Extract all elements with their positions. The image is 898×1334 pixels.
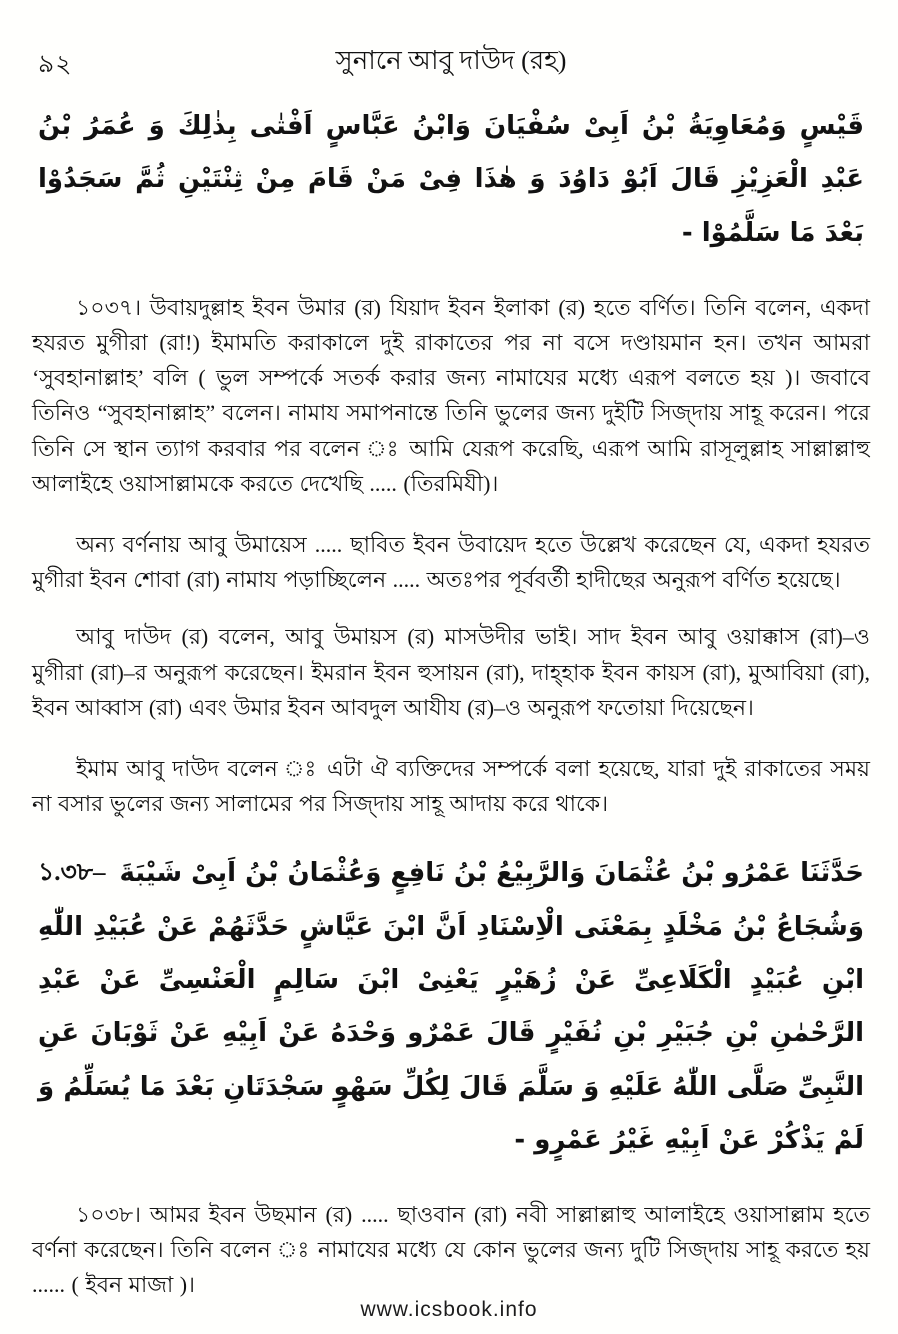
hadith-1037-variant-narration: অন্য বর্ণনায় আবু উমায়েস ..... ছাবিত ইবন উবায়েদ হতে উল্লেখ করেছেন যে, একদা হযরত মুগীরা ইবন শোবা (রা) নামায পড়াচ্ছিলেন ..... অতঃপর পূর্ববর্তী হাদীছের অনুরূপ বর্ণিত হয়েছে। [32,532,870,593]
watermark-url: www.icsbook.info [360,1298,538,1321]
hadith-1037-translation: ১০৩৭। উবায়দুল্লাহ ইবন উমার (র) যিয়াদ ইবন ইলাকা (র) হতে বর্ণিত। তিনি বলেন, একদা হযরত মুগীরা (রা!) ইমামতি করাকালে দুই রাকাতের পর না বসে দণ্ডায়মান হন। তখন আমরা ‘সুবহানাল্লাহ’ বলি ( ভুল সম্পর্কে সতর্ক করার জন্য নামাযের মধ্যে এরূপ বলতে হয় )। জবাবে তিনিও “সুবহানাল্লাহ” বলেন। নামায সমাপনান্তে তিনি ভুলের জন্য দুইটি সিজ্দায় সাহূ করেন। পরে তিনি সে স্থান ত্যাগ করবার পর বলেন ঃ আমি যেরূপ করেছি, এরূপ আমি রাসূলুল্লাহ সাল্লাল্লাহু আলাইহে ওয়াসাল্লামকে করতে দেখেছি ..... (তিরমিযী)। [32,294,870,496]
abu-dawud-comment: আবু দাউদ (র) বলেন, আবু উমায়স (র) মাসউদীর ভাই। সাদ ইবন আবু ওয়াক্কাস (রা)–ও মুগীরা (রা)–র অনুরূপ করেছেন। ইমরান ইবন হুসায়ন (রা), দাহ্‌হাক ইবন কায়স (রা), মুআবিয়া (রা), ইবন আব্বাস (রা) এবং উমার ইবন আবদুল আযীয (র)–ও অনুরূপ ফতোয়া দিয়েছেন। [32,624,870,720]
arabic-hadith-continuation: قَيْسٍ وَمُعَاوِيَةُ بْنُ اَبِىْ سُفْيَانَ وَابْنُ عَبَّاسٍ اَفْتٰى بِذٰلِكَ وَ عُمَرُ بْنُ عَبْدِ الْعَزِيْزِ قَالَ اَبُوْ دَاوُدَ وَ هٰذَا فِىْ مَنْ قَامَ مِنْ ثِنْتَيْنِ ثُمَّ سَجَدُوْا بَعْدَ مَا سَلَّمُوْا - [38,111,864,248]
page-footer [0,1298,898,1322]
page-number: ৯২ [38,51,73,78]
imam-abu-dawud-note: ইমাম আবু দাউদ বলেন ঃ এটা ঐ ব্যক্তিদের সম্পর্কে বলা হয়েছে, যারা দুই রাকাতের সময় না বসার ভুলের জন্য সালামের পর সিজ্দায় সাহূ আদায় করে থাকে। [32,755,870,817]
book-title: সুনানে আবু দাউদ (রহ) [335,46,567,75]
hadith-1038-translation: ১০৩৮। আমর ইবন উছমান (র) ..... ছাওবান (রা) নবী সাল্লাল্লাহু আলাইহে ওয়াসাল্লাম হতে বর্ণনা করেছেন। তিনি বলেন ঃ নামাযের মধ্যে যে কোন ভুলের জন্য দুটি সিজ্দায় সাহূ করতে হয় ...... ( ইবন মাজা )। [32,1202,870,1298]
hadith-1038-number: ১.৩৮– [38,859,106,887]
arabic-hadith-1038-text: حَدَّثَنَا عَمْرُو بْنُ عُثْمَانَ وَالرَّبِيْعُ بْنُ نَافِعٍ وَعُثْمَانُ بْنُ اَبِىْ شَيْبَةَ وَشُجَاعُ بْنُ مَخْلَدٍ بِمَعْنَى الْاِسْنَادِ اَنَّ ابْنَ عَيَّاشٍ حَدَّثَهُمْ عَنْ عُبَيْدِ اللّٰهِ ابْنِ عُبَيْدٍ الْكَلَاعِىِّ عَنْ زُهَيْرٍ يَعْنِىْ ابْنَ سَالِمٍ الْعَنْسِىِّ عَنْ عَبْدِ الرَّحْمٰنِ بْنِ جُبَيْرِ بْنِ نُفَيْرٍ قَالَ عَمْرٌو وَحْدَهُ عَنْ اَبِيْهِ عَنْ ثَوْبَانَ عَنِ النَّبِىِّ صَلَّى اللّٰهُ عَلَيْهِ وَ سَلَّمَ قَالَ لِكُلِّ سَهْوٍ سَجْدَتَانِ بَعْدَ مَا يُسَلِّمُ وَ لَمْ يَذْكُرْ عَنْ اَبِيْهِ غَيْرُ عَمْرٍو - [38,858,864,1155]
arabic-hadith-1038 [38,847,864,1167]
page-header [30,40,872,82]
